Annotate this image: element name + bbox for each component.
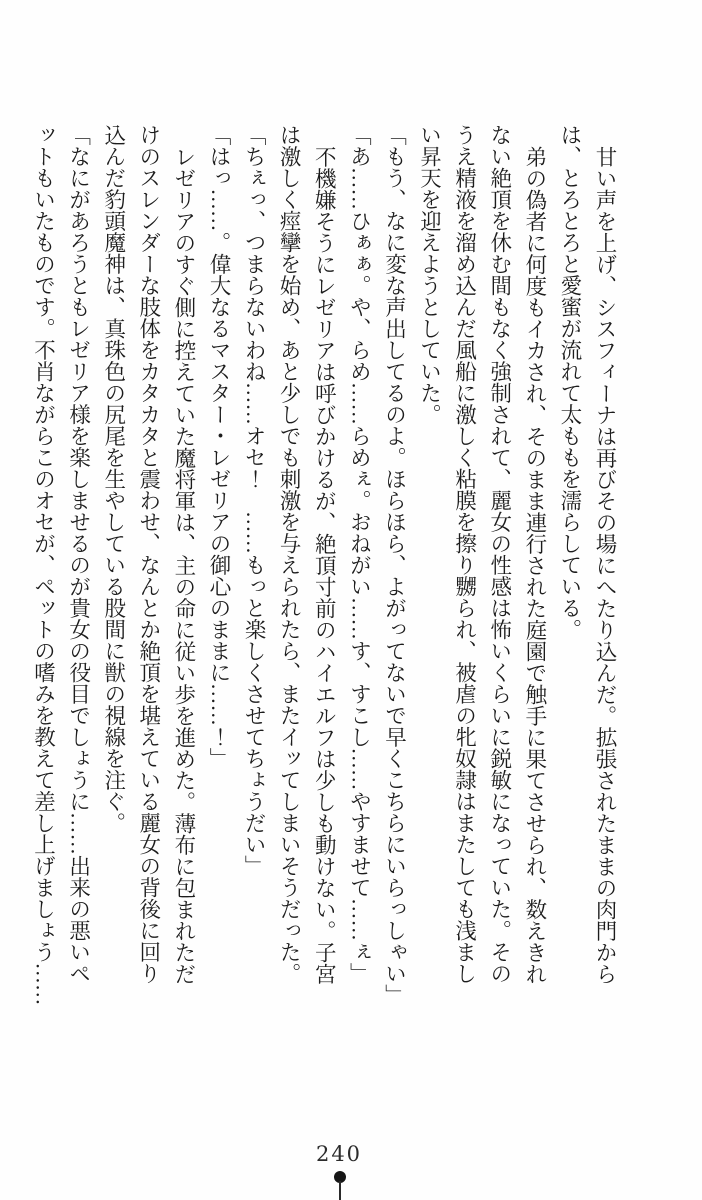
text-line: けのスレンダーな肢体をカタカタと震わせ、なんとか絶頂を堪えている麗女の背後に回り [136,124,161,984]
text-line: 不機嫌そうにレゼリアは呼びかけるが、絶頂寸前のハイエルフは少しも動けない。子宮 [312,145,337,984]
page-marker-icon [0,1140,702,1200]
page-footer [0,1140,702,1200]
text-line: は激しく痙攣を始め、あと少しでも刺激を与えられたら、またイッてしまいそうだった。 [277,124,302,984]
text-line: 「ちぇっ、つまらないわね……オセ！ ……もっと楽しくさせてちょうだい」 [242,124,267,877]
marker-stem-line [339,1181,340,1200]
text-line: 「はっ……。偉大なるマスター・レゼリアの御心のままに……！」 [206,124,231,769]
text-line: 甘い声を上げ、シスフィーナは再びその場にへたり込んだ。拡張されたままの肉門から [593,145,617,984]
text-line: 「なにがあろうともレゼリア様を楽しませるのが貴女の役目でしょうに……出来の悪いペ [66,124,91,984]
text-line: い昇天を迎えようとしていた。 [417,124,442,425]
text-line: 「あ……ひぁぁ。や、らめ……らめぇ。おねがい……す、すこし……やすませて……ぇ」 [347,124,372,984]
page-number: 240 [315,1142,363,1166]
text-line: レゼリアのすぐ側に控えていた魔将軍は、主の命に従い歩を進めた。薄布に包まれただ [171,145,196,984]
text-line: は、とろとろと愛蜜が流れて太ももを濡らしている。 [557,124,582,640]
text-line: 「もう、なに変な声出してるのよ。ほらほら、よがってないで早くこちらにいらっしゃい」 [382,124,407,1006]
text-line: ない絶頂を休む間もなく強制されて、麗女の性感は怖いくらいに鋭敏になっていた。その [487,124,512,984]
text-line: ットもいたものです。不肖ながらこのオセが、ペットの嗜みを教えて差し上げましょう…… [31,124,56,1006]
text-line: うえ精液を溜め込んだ風船に激しく粘膜を擦り嬲られ、被虐の牝奴隷はまたしても浅まし [452,124,477,984]
vertical-text-block [25,124,622,1006]
text-line: 込んだ豹頭魔神は、真珠色の尻尾を生やしている股間に獣の視線を注ぐ。 [101,124,126,834]
text-line: 弟の偽者に何度もイカされ、そのまま連行された庭園で触手に果てさせられ、数えきれ [522,145,547,984]
